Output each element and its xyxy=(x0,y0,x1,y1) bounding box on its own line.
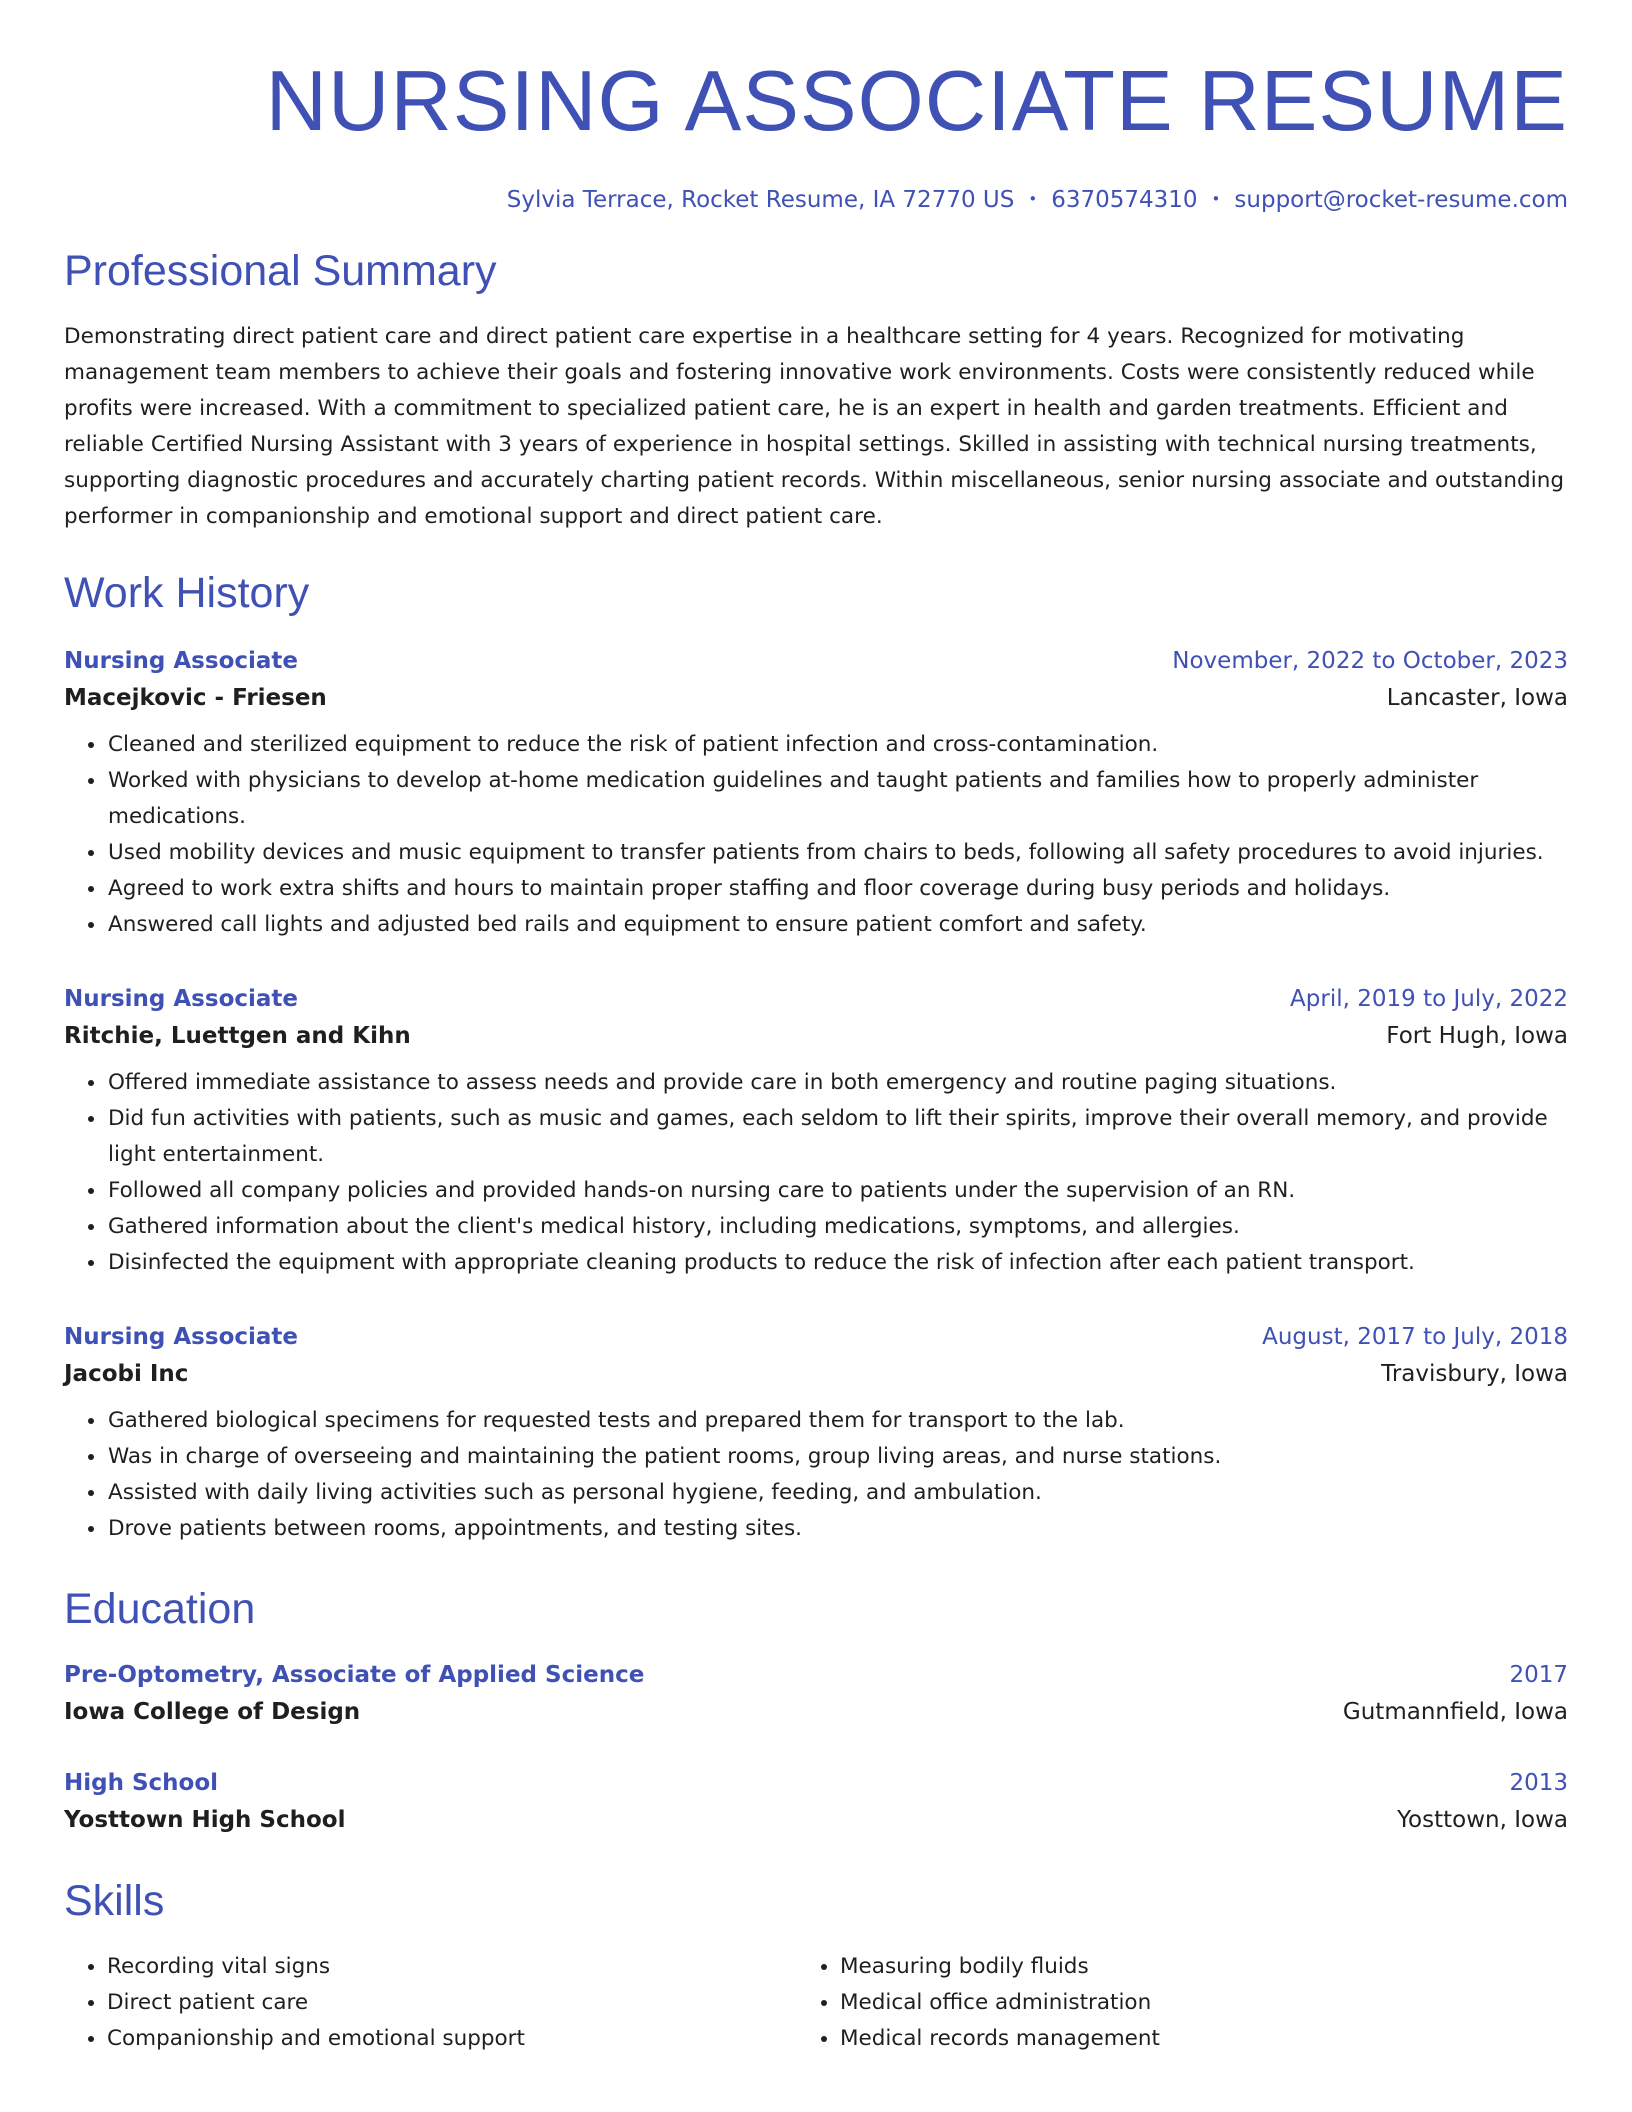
education-heading: Education xyxy=(64,1585,256,1633)
job-bullet: • Drove patients between rooms, appointments, and testing sites. xyxy=(107,1511,1568,1547)
skill-item: • Measuring bodily fluids xyxy=(840,1949,1530,1985)
education-school: Iowa College of Design xyxy=(64,1699,361,1725)
education-location: Gutmannfield, Iowa xyxy=(1342,1699,1568,1725)
job-dates: November, 2022 to October, 2023 xyxy=(1172,648,1568,674)
job-bullet: • Assisted with daily living activities such as personal hygiene, feeding, and ambulation. xyxy=(107,1475,1568,1511)
contact-phone: 6370574310 xyxy=(1051,187,1198,213)
job-bullet: • Used mobility devices and music equipment to transfer patients from chairs to beds, following all safety procedures to avoid injuries. xyxy=(107,835,1568,871)
education-year: 2013 xyxy=(1509,1770,1568,1796)
job-bullet: • Was in charge of overseeing and maintaining the patient rooms, group living areas, and nurse stations. xyxy=(107,1439,1568,1475)
skill-item: • Recording vital signs xyxy=(107,1949,797,1985)
skill-item: • Direct patient care xyxy=(107,1985,797,2021)
job-bullets xyxy=(64,1065,1568,1281)
skills-heading: Skills xyxy=(64,1877,165,1925)
job-bullet: • Answered call lights and adjusted bed rails and equipment to ensure patient comfort and safety. xyxy=(107,907,1568,943)
job-location: Lancaster, Iowa xyxy=(1386,685,1568,711)
education-degree: Pre-Optometry, Associate of Applied Science xyxy=(64,1662,645,1688)
skill-item: • Medical records management xyxy=(840,2021,1530,2057)
education-location: Yosttown, Iowa xyxy=(1397,1807,1568,1833)
skills-list xyxy=(64,1949,1568,2057)
job-location: Fort Hugh, Iowa xyxy=(1386,1023,1568,1049)
resume-title: NURSING ASSOCIATE RESUME xyxy=(265,54,1568,149)
contact-line xyxy=(64,182,1568,217)
job-bullet: • Did fun activities with patients, such as music and games, each seldom to lift their spirits, improve their overall memory, and provide light entertainment. xyxy=(107,1101,1568,1173)
job-bullet: • Gathered information about the client's medical history, including medications, symptoms, and allergies. xyxy=(107,1209,1568,1245)
job-bullet: • Worked with physicians to develop at-home medication guidelines and taught patients and families how to properly administer medications. xyxy=(107,763,1568,835)
job-title: Nursing Associate xyxy=(64,648,298,674)
contact-separator: • xyxy=(1028,190,1038,208)
job-title: Nursing Associate xyxy=(64,986,298,1012)
job-company: Ritchie, Luettgen and Kihn xyxy=(64,1023,411,1049)
job-bullets xyxy=(64,727,1568,943)
education-entry xyxy=(64,1765,1568,1839)
job-company: Jacobi Inc xyxy=(64,1361,189,1387)
job-bullet: • Agreed to work extra shifts and hours to maintain proper staffing and floor coverage during busy periods and holidays. xyxy=(107,871,1568,907)
skills-column-left xyxy=(64,1949,797,2057)
job-bullet: • Followed all company policies and provided hands-on nursing care to patients under the supervision of an RN. xyxy=(107,1173,1568,1209)
job-entry xyxy=(64,643,1568,943)
education-degree: High School xyxy=(64,1770,219,1796)
education-entry xyxy=(64,1657,1568,1731)
skill-item: • Medical office administration xyxy=(840,1985,1530,2021)
contact-address: Sylvia Terrace, Rocket Resume, IA 72770 US xyxy=(506,187,1015,213)
work-history-heading: Work History xyxy=(64,569,310,617)
job-bullet: • Cleaned and sterilized equipment to reduce the risk of patient infection and cross-contamination. xyxy=(107,727,1568,763)
job-dates: April, 2019 to July, 2022 xyxy=(1290,986,1568,1012)
contact-email[interactable]: support@rocket-resume.com xyxy=(1234,187,1568,213)
job-entry xyxy=(64,1319,1568,1547)
job-bullet: • Offered immediate assistance to assess needs and provide care in both emergency and routine paging situations. xyxy=(107,1065,1568,1101)
job-bullet: • Gathered biological specimens for requested tests and prepared them for transport to the lab. xyxy=(107,1403,1568,1439)
job-bullet: • Disinfected the equipment with appropriate cleaning products to reduce the risk of infection after each patient transport. xyxy=(107,1245,1568,1281)
job-company: Macejkovic - Friesen xyxy=(64,685,327,711)
job-dates: August, 2017 to July, 2018 xyxy=(1262,1324,1568,1350)
summary-heading: Professional Summary xyxy=(64,247,497,295)
job-entry xyxy=(64,981,1568,1281)
education-school: Yosttown High School xyxy=(64,1807,346,1833)
job-location: Travisbury, Iowa xyxy=(1381,1361,1568,1387)
job-title: Nursing Associate xyxy=(64,1324,298,1350)
resume-page xyxy=(64,0,1568,2057)
skills-column-right xyxy=(797,1949,1530,2057)
skill-item: • Companionship and emotional support xyxy=(107,2021,797,2057)
job-bullets xyxy=(64,1403,1568,1547)
contact-separator: • xyxy=(1211,190,1221,208)
summary-text: Demonstrating direct patient care and direct patient care expertise in a healthcare setting for 4 years. Recognized for motivating management team members to achieve their goals and fostering innovative work environments. Costs were consistently reduced while profits were increased. With a commitment to specialized patient care, he is an expert in health and garden treatments. Efficient and reliable Certified Nursing Assistant with 3 years of experience in hospital settings. Skilled in assisting with technical nursing treatments, supporting diagnostic procedures and accurately charting patient records. Within miscellaneous, senior nursing associate and outstanding performer in companionship and emotional support and direct patient care. xyxy=(64,324,1565,529)
education-year: 2017 xyxy=(1509,1662,1568,1688)
